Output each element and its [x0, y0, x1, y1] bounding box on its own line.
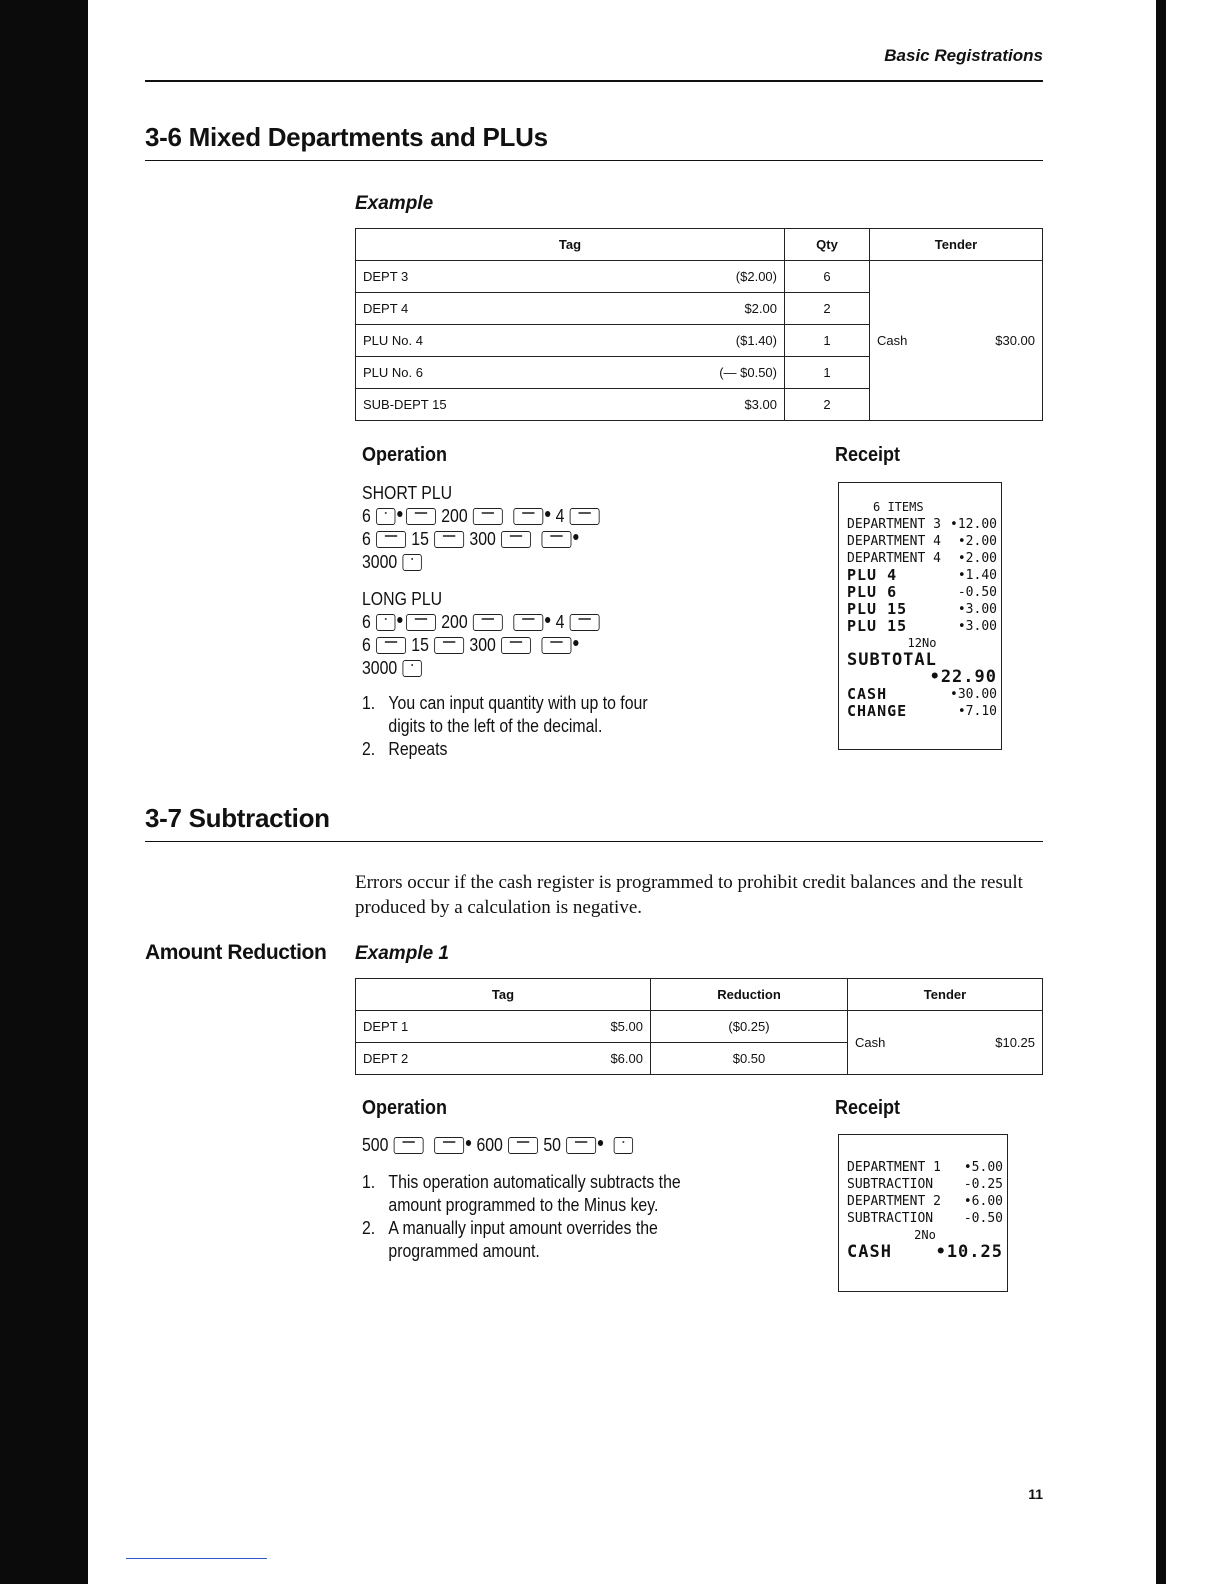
row-amount: (— $0.50)	[719, 365, 777, 380]
receipt-line	[847, 1210, 1003, 1227]
row-tag: DEPT 4	[363, 301, 409, 316]
row-amount: $6.00	[610, 1051, 643, 1066]
example-table	[355, 228, 1043, 421]
list-item	[362, 692, 679, 738]
receipt-line	[847, 533, 997, 550]
receipt-37	[838, 1134, 1008, 1292]
tender-cell	[848, 1011, 1043, 1075]
row-tag: DEPT 3	[363, 269, 409, 284]
note-number: 2.	[362, 739, 376, 759]
dept-key-icon	[406, 508, 436, 525]
op-value: 15	[411, 635, 429, 655]
dept-key-icon	[394, 1137, 424, 1154]
receipt-count: 12No	[907, 636, 937, 650]
receipt-label-text: SUBTRACTION	[847, 1177, 934, 1192]
receipt-value: -0.50	[957, 585, 997, 600]
page-number: 11	[1028, 1486, 1043, 1502]
col-header-tag: Tag	[356, 979, 651, 1011]
op-line	[362, 611, 679, 634]
op-line	[362, 657, 679, 680]
row-qty: 2	[785, 293, 870, 325]
op-value: 200	[441, 506, 468, 526]
price-key-icon	[542, 531, 572, 548]
receipt-line	[847, 584, 997, 601]
op-line	[362, 634, 679, 657]
short-plu-key-icon	[434, 531, 464, 548]
intro-paragraph: Errors occur if the cash register is programmed to prohibit credit balances and the result produced by a calculation is negative.	[355, 872, 1023, 918]
op-value: 6	[362, 612, 371, 632]
row-qty: 1	[785, 325, 870, 357]
amount-reduction-heading: Amount Reduction	[145, 941, 327, 964]
op-value: 3000	[362, 658, 398, 678]
price-key-icon	[501, 637, 531, 654]
op-value: 300	[469, 529, 496, 549]
operation-steps	[362, 1134, 714, 1157]
row-tag: PLU No. 6	[363, 365, 423, 380]
operation-steps	[362, 482, 679, 680]
receipt-line	[847, 686, 997, 703]
op-value: 50	[543, 1135, 561, 1155]
op-value: 6	[362, 635, 371, 655]
receipt-value: •2.00	[957, 534, 997, 549]
receipt-36	[838, 482, 1002, 750]
receipt-line	[847, 550, 997, 567]
op-value: 4	[555, 506, 565, 526]
receipt-label-text: PLU 6	[847, 583, 898, 601]
list-item	[362, 1171, 696, 1217]
short-plu-key-icon	[570, 508, 600, 525]
row-tag: SUB-DEPT 15	[363, 397, 447, 412]
scan-border-left	[0, 0, 88, 1584]
op-value: 15	[411, 529, 429, 549]
op-value: 600	[476, 1135, 503, 1155]
receipt-line	[847, 618, 997, 635]
example-label: Example	[355, 193, 434, 214]
receipt-label: Receipt	[835, 1097, 901, 1119]
note-text: You can input quantity with up to four digits to the left of the decimal.	[388, 693, 648, 736]
row-qty: 2	[785, 389, 870, 421]
receipt-value: -0.25	[963, 1177, 1003, 1192]
tender-cell	[870, 261, 1043, 421]
receipt-change-label: CHANGE	[847, 702, 908, 720]
col-header-tag: Tag	[356, 229, 785, 261]
receipt-change-value: •7.10	[957, 704, 997, 719]
op-value: 6	[362, 506, 371, 526]
tender-method: Cash	[855, 1035, 886, 1050]
note-number: 1.	[362, 693, 376, 713]
receipt-line	[847, 1244, 1003, 1261]
receipt-label-text: PLU 15	[847, 617, 908, 635]
ca-amt-tend-key-icon	[403, 554, 422, 571]
receipt-value: •3.00	[957, 602, 997, 617]
receipt-label-text: DEPARTMENT 2	[847, 1194, 941, 1209]
receipt-value: •2.00	[957, 551, 997, 566]
short-plu-label: SHORT PLU	[362, 483, 453, 503]
receipt-value: -0.50	[963, 1211, 1003, 1226]
short-plu-key-icon	[376, 531, 406, 548]
operation-label: Operation	[362, 444, 448, 466]
receipt-subtotal-label: SUBTOTAL	[847, 650, 937, 670]
receipt-cash-value: •10.25	[935, 1242, 1003, 1262]
receipt-label: Receipt	[835, 444, 901, 466]
dept-key-icon	[513, 508, 543, 525]
receipt-line	[847, 601, 997, 618]
op-line	[362, 551, 679, 574]
receipt-label-text: SUBTRACTION	[847, 1211, 934, 1226]
list-item	[362, 738, 679, 761]
section-rule	[145, 160, 1043, 161]
receipt-line	[847, 1193, 1003, 1210]
receipt-value: •1.40	[957, 568, 997, 583]
ca-amt-tend-key-icon	[403, 660, 422, 677]
note-text: Repeats	[388, 739, 448, 759]
receipt-line	[847, 567, 997, 584]
op-value: 500	[362, 1135, 389, 1155]
receipt-label-text: DEPARTMENT 4	[847, 551, 941, 566]
tender-method: Cash	[877, 333, 908, 348]
receipt-label-text: DEPARTMENT 4	[847, 534, 941, 549]
plu-key-icon	[570, 614, 600, 631]
receipt-value: •5.00	[963, 1160, 1003, 1175]
running-head: Basic Registrations	[884, 46, 1043, 65]
operation-label: Operation	[362, 1097, 448, 1119]
col-header-qty: Qty	[785, 229, 870, 261]
row-qty: 1	[785, 357, 870, 389]
receipt-count: 2No	[914, 1228, 936, 1242]
ca-amt-tend-key-icon	[614, 1137, 633, 1154]
receipt-value: •3.00	[957, 619, 997, 634]
notes-list	[362, 1171, 696, 1263]
dept-key-icon	[513, 614, 543, 631]
receipt-cash-value: •30.00	[950, 687, 997, 702]
receipt-value: •6.00	[963, 1194, 1003, 1209]
row-qty: 6	[785, 261, 870, 293]
minus-key-icon	[566, 1137, 596, 1154]
op-value: 300	[469, 635, 496, 655]
list-item	[362, 1217, 696, 1263]
section-rule	[145, 841, 1043, 842]
tender-amount: $10.25	[995, 1035, 1035, 1050]
row-tag: DEPT 1	[363, 1019, 409, 1034]
receipt-subtotal-value: •22.90	[929, 667, 997, 687]
row-amount: ($1.40)	[735, 333, 777, 348]
header-rule	[145, 80, 1043, 82]
row-amount: $3.00	[744, 397, 777, 412]
row-amount: $5.00	[610, 1019, 643, 1034]
dept-key-icon	[406, 614, 436, 631]
receipt-line	[847, 516, 997, 533]
row-reduction: ($0.25)	[651, 1011, 848, 1043]
row-amount: ($2.00)	[735, 269, 777, 284]
col-header-reduction: Reduction	[651, 979, 848, 1011]
receipt-label-text: DEPARTMENT 1	[847, 1160, 941, 1175]
plu-key-icon	[434, 637, 464, 654]
op-value: 200	[441, 612, 468, 632]
row-tag: PLU No. 4	[363, 333, 423, 348]
receipt-label-text: DEPARTMENT 3	[847, 517, 941, 532]
col-header-tender: Tender	[848, 979, 1043, 1011]
scan-border-right	[1156, 0, 1166, 1584]
op-line	[362, 505, 679, 528]
op-line	[362, 528, 679, 551]
col-header-tender: Tender	[870, 229, 1043, 261]
receipt-line	[847, 1176, 1003, 1193]
dept-key-icon	[508, 1137, 538, 1154]
minus-key-icon	[434, 1137, 464, 1154]
section-title: 3-6 Mixed Departments and PLUs	[145, 122, 548, 152]
table-row	[356, 261, 1043, 293]
note-number: 2.	[362, 1218, 376, 1238]
receipt-label-text: PLU 4	[847, 566, 898, 584]
op-value: 4	[555, 612, 565, 632]
receipt-cash-label: CASH	[847, 1242, 892, 1262]
footnote-rule	[126, 1558, 267, 1559]
tender-amount: $30.00	[995, 333, 1035, 348]
note-text: A manually input amount overrides the programmed amount.	[388, 1218, 658, 1261]
note-number: 1.	[362, 1172, 376, 1192]
row-amount: $2.00	[744, 301, 777, 316]
x-date-time-key-icon	[376, 614, 395, 631]
notes-list	[362, 692, 679, 761]
section-title: 3-7 Subtraction	[145, 803, 330, 833]
example-table	[355, 978, 1043, 1075]
example-label: Example 1	[355, 943, 449, 964]
table-row	[356, 1011, 1043, 1043]
plu-key-icon	[376, 637, 406, 654]
receipt-label-text: PLU 15	[847, 600, 908, 618]
receipt-value: •12.00	[950, 517, 997, 532]
row-reduction: $0.50	[651, 1043, 848, 1075]
receipt-line	[847, 1159, 1003, 1176]
long-plu-label: LONG PLU	[362, 589, 443, 609]
row-tag: DEPT 2	[363, 1051, 409, 1066]
dept-key-icon	[473, 614, 503, 631]
price-key-icon	[542, 637, 572, 654]
price-key-icon	[501, 531, 531, 548]
receipt-line	[847, 703, 997, 720]
op-value: 3000	[362, 552, 398, 572]
op-line	[362, 1134, 714, 1157]
note-text: This operation automatically subtracts the amount programmed to the Minus key.	[388, 1172, 681, 1215]
x-date-time-key-icon	[376, 508, 395, 525]
receipt-cash-label: CASH	[847, 685, 888, 703]
op-value: 6	[362, 529, 371, 549]
dept-key-icon	[473, 508, 503, 525]
receipt-items-count: 6 ITEMS	[873, 500, 924, 514]
